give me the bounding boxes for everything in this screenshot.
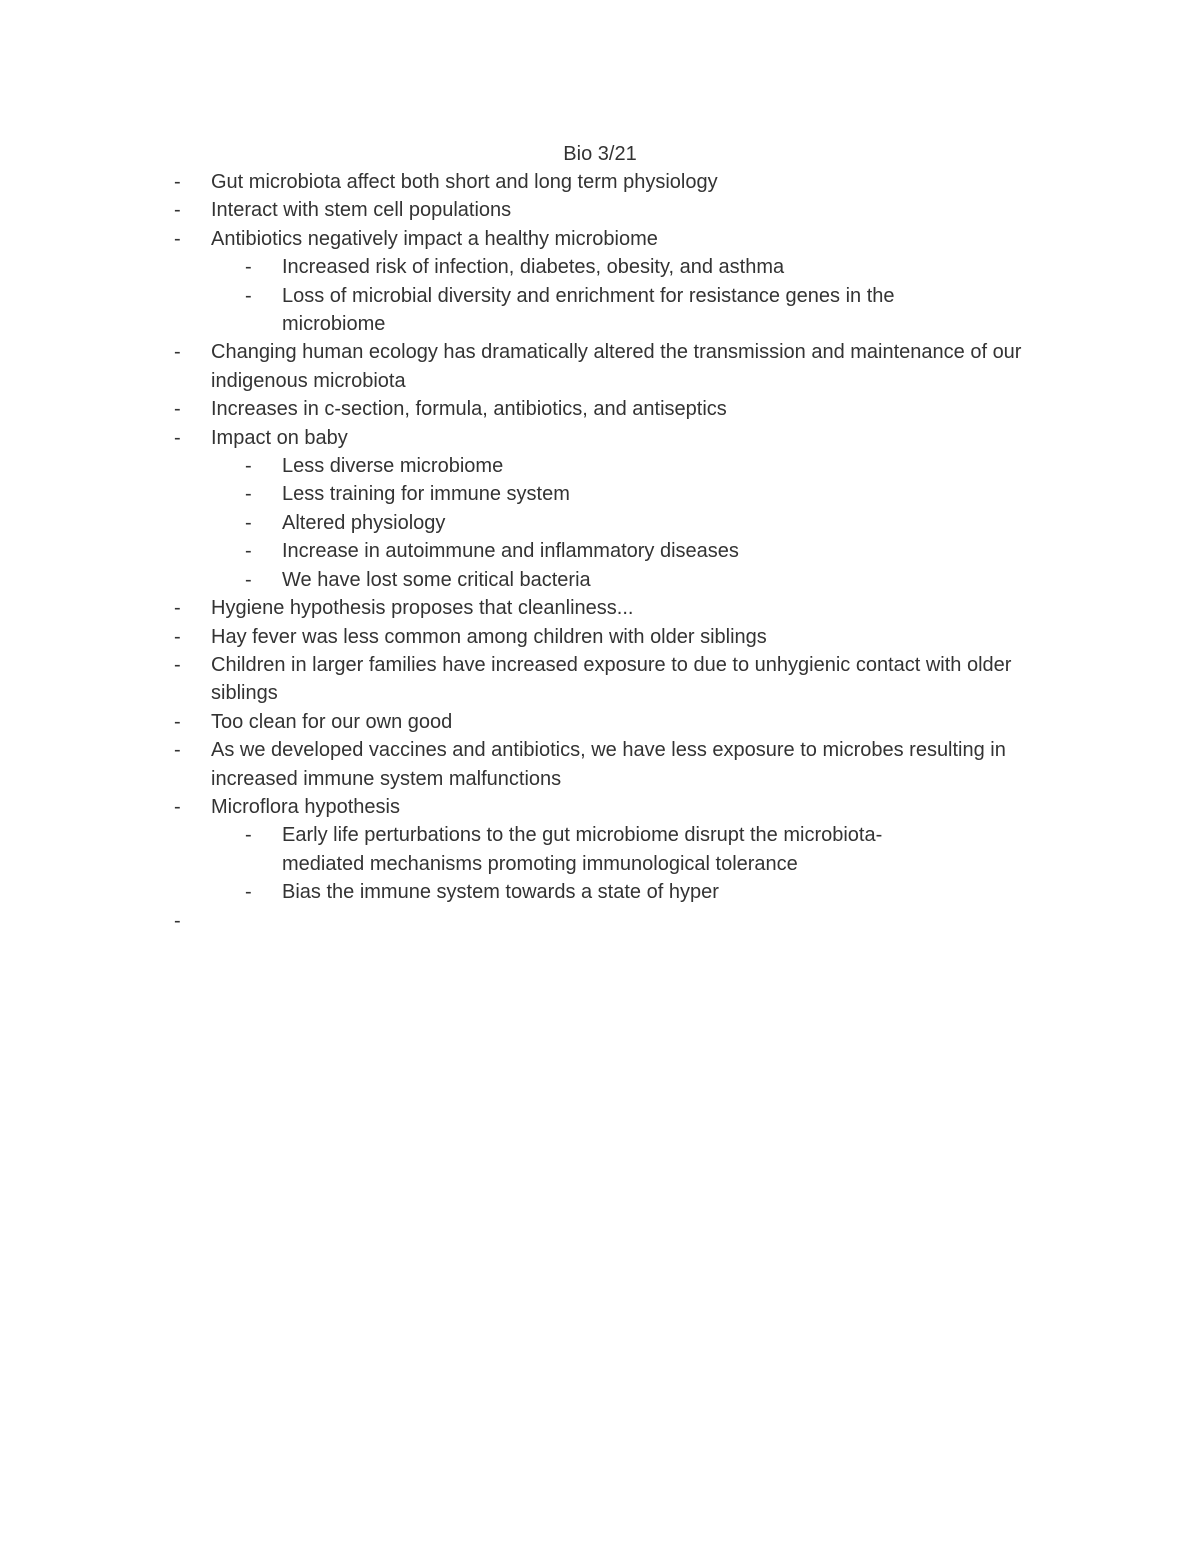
list-item <box>0 253 1200 281</box>
bullet-text: Early life perturbations to the gut microbiome disrupt the microbiota-mediated mechanisms promoting immunological tolerance <box>282 824 883 875</box>
list-item <box>0 225 1200 253</box>
bullet-dash: - <box>174 710 181 733</box>
bullet-dash: - <box>174 795 181 818</box>
bullet-text: Gut microbiota affect both short and long term physiology <box>211 171 718 193</box>
bullet-text: Hay fever was less common among children with older siblings <box>211 625 767 648</box>
list-item <box>0 282 1200 339</box>
bullet-text: Microflora hypothesis <box>211 795 400 818</box>
bullet-text: Antibiotics negatively impact a healthy microbiome <box>211 227 658 250</box>
bullet-text: As we developed vaccines and antibiotics, we have less exposure to microbes resulting in increased immune system malfunctions <box>211 739 1006 790</box>
bullet-dash: - <box>174 653 181 676</box>
bullet-text: Increase in autoimmune and inflammatory diseases <box>282 540 739 563</box>
bullet-text: We have lost some critical bacteria <box>282 568 591 591</box>
bullet-text: Children in larger families have increased exposure to due to unhygienic contact with older siblings <box>211 653 1012 705</box>
bullet-dash: - <box>174 341 181 364</box>
bullet-text: Changing human ecology has dramatically altered the transmission and maintenance of our indigenous microbiota <box>211 341 1022 392</box>
bullet-text: Increases in c-section, formula, antibiotics, and antiseptics <box>211 398 727 421</box>
bullet-dash: - <box>245 284 252 307</box>
bullet-text: Bias the immune system towards a state of hyper <box>282 881 719 904</box>
list-item <box>0 424 1200 452</box>
list-item <box>0 708 1200 736</box>
bullet-dash: - <box>174 199 181 222</box>
list-item <box>0 821 1200 878</box>
list-item <box>0 736 1200 793</box>
bullet-text: Too clean for our own good <box>211 710 453 733</box>
list-item <box>0 338 1200 395</box>
bullet-dash: - <box>174 227 181 250</box>
bullet-text: Less diverse microbiome <box>282 455 504 478</box>
bullet-text: Hygiene hypothesis proposes that cleanliness... <box>211 597 634 620</box>
bullet-dash: - <box>174 909 181 932</box>
bullet-dash: - <box>174 625 181 648</box>
bullet-text: Altered physiology <box>282 511 446 534</box>
list-item <box>0 168 1200 196</box>
bullet-dash: - <box>245 511 252 534</box>
list-item <box>0 480 1200 508</box>
list-item <box>0 907 1200 935</box>
list-item <box>0 623 1200 651</box>
list-item <box>0 594 1200 622</box>
bullet-dash: - <box>174 597 181 620</box>
list-item <box>0 566 1200 594</box>
list-item <box>0 509 1200 537</box>
bullet-dash: - <box>174 426 181 449</box>
bullet-dash: - <box>174 398 181 421</box>
list-item <box>0 452 1200 480</box>
list-item <box>0 651 1200 708</box>
bullet-text: Impact on baby <box>211 426 348 449</box>
bullet-text: Interact with stem cell populations <box>211 199 512 222</box>
bullet-text: Loss of microbial diversity and enrichment for resistance genes in the microbiome <box>282 284 895 336</box>
bullet-dash: - <box>245 881 252 904</box>
list-item <box>0 395 1200 423</box>
list-item <box>0 878 1200 906</box>
bullet-text <box>211 907 1061 935</box>
bullet-dash: - <box>245 455 252 478</box>
bullet-dash: - <box>245 568 252 591</box>
bullet-dash: - <box>245 540 252 563</box>
list-item <box>0 793 1200 821</box>
bullet-dash: - <box>174 739 181 762</box>
bullet-dash: - <box>245 256 252 279</box>
notes-list <box>0 168 1200 935</box>
list-item <box>0 537 1200 565</box>
bullet-dash: - <box>245 824 252 847</box>
bullet-text: Increased risk of infection, diabetes, obesity, and asthma <box>282 256 785 279</box>
list-item <box>0 196 1200 224</box>
bullet-dash: - <box>174 171 181 193</box>
page-title: Bio 3/21 <box>563 143 637 165</box>
bullet-dash: - <box>245 483 252 506</box>
bullet-text: Less training for immune system <box>282 483 570 506</box>
